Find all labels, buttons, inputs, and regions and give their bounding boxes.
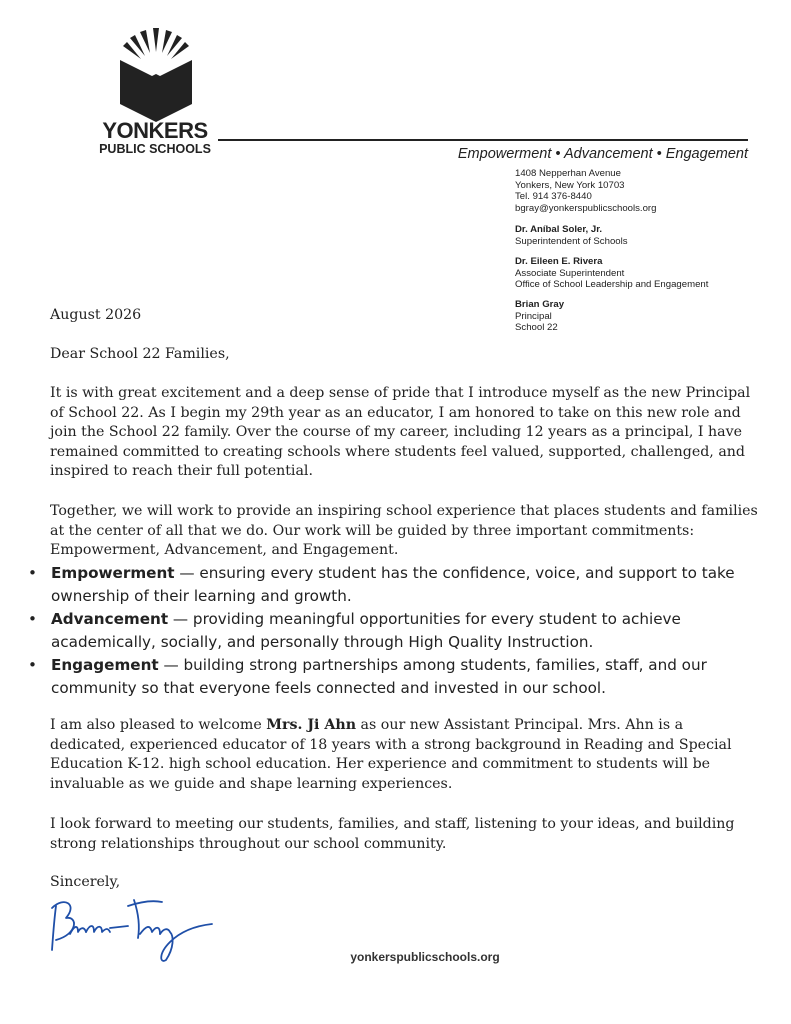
- bullet-text: — building strong partnerships among students, families, staff, and our community so that everyone feels connected and invested in our school.: [51, 656, 707, 697]
- letter-date: August 2026: [50, 307, 142, 323]
- letter-paragraph-4: I look forward to meeting our students, families, and staff, listening to your ideas, and building strong relationships throughout our school community.: [50, 816, 735, 852]
- paragraph-3-body: as our new Assistant Principal. Mrs. Ahn is a dedicated, experienced educator of 18 years with a strong background in Reading and Special Education K-12. high school education. Her experience and commitment to students will be invaluable as we guide and shape learning experiences.: [50, 717, 732, 792]
- bullet-term: Engagement: [51, 656, 159, 674]
- list-item: [28, 562, 758, 608]
- header-rule: [218, 139, 748, 141]
- official-school: School 22: [515, 322, 558, 333]
- assistant-principal-name: Mrs. Ji Ahn: [266, 717, 357, 733]
- official-title: Superintendent of Schools: [515, 235, 628, 247]
- address-block: [515, 168, 656, 214]
- address-email[interactable]: bgray@yonkerspublicschools.org: [515, 202, 657, 214]
- paragraph-3-intro: I am also pleased to welcome: [50, 717, 267, 733]
- address-tel: Tel. 914 376-8440: [515, 191, 592, 202]
- official-associate-superintendent: [515, 256, 708, 291]
- official-name: Brian Gray: [515, 299, 565, 310]
- address-street: 1408 Nepperhan Avenue: [515, 168, 621, 179]
- letter-paragraph-2: Together, we will work to provide an inspiring school experience that places students and families at the center of all that we do. Our work will be guided by three important commitments: Empowerment, Advancement, and Engagement.: [50, 503, 758, 558]
- letter-salutation: Dear School 22 Families,: [50, 346, 230, 362]
- official-title: Principal: [515, 310, 552, 322]
- official-superintendent: [515, 224, 628, 247]
- logo-title: YONKERS: [102, 118, 208, 143]
- bullet-text: — ensuring every student has the confidence, voice, and support to take ownership of their learning and growth.: [51, 564, 735, 605]
- tagline: Empowerment • Advancement • Engagement: [457, 146, 748, 162]
- letter-paragraph-1: It is with great excitement and a deep sense of pride that I introduce myself as the new Principal of School 22. As I begin my 29th year as an educator, I am honored to take on this new role and join the School 22 family. Over the course of my career, including 12 years as a principal, I have remained committed to creating schools where students feel valued, supported, challenged, and inspired to reach their full potential.: [50, 385, 751, 479]
- official-office: Office of School Leadership and Engagement: [515, 279, 709, 290]
- address-city: Yonkers, New York 10703: [515, 179, 625, 191]
- letter-closing: Sincerely,: [50, 874, 121, 890]
- bullet-term: Empowerment: [51, 564, 175, 582]
- commitments-list: [28, 562, 758, 700]
- official-title: Associate Superintendent: [515, 267, 625, 279]
- official-name: Dr. Eileen E. Rivera: [515, 256, 603, 267]
- list-item: [28, 608, 758, 654]
- official-name: Dr. Aníbal Soler, Jr.: [515, 224, 603, 235]
- bullet-text: — providing meaningful opportunities for every student to achieve academically, socially, and personally through High Quality Instruction.: [51, 610, 681, 651]
- letter-paragraph-3: [50, 716, 762, 794]
- footer-website[interactable]: yonkerspublicschools.org: [350, 950, 500, 964]
- list-item: [28, 654, 758, 700]
- bullet-term: Advancement: [51, 610, 169, 628]
- handwritten-signature: [48, 876, 218, 966]
- logo-subtitle: PUBLIC SCHOOLS: [99, 142, 211, 156]
